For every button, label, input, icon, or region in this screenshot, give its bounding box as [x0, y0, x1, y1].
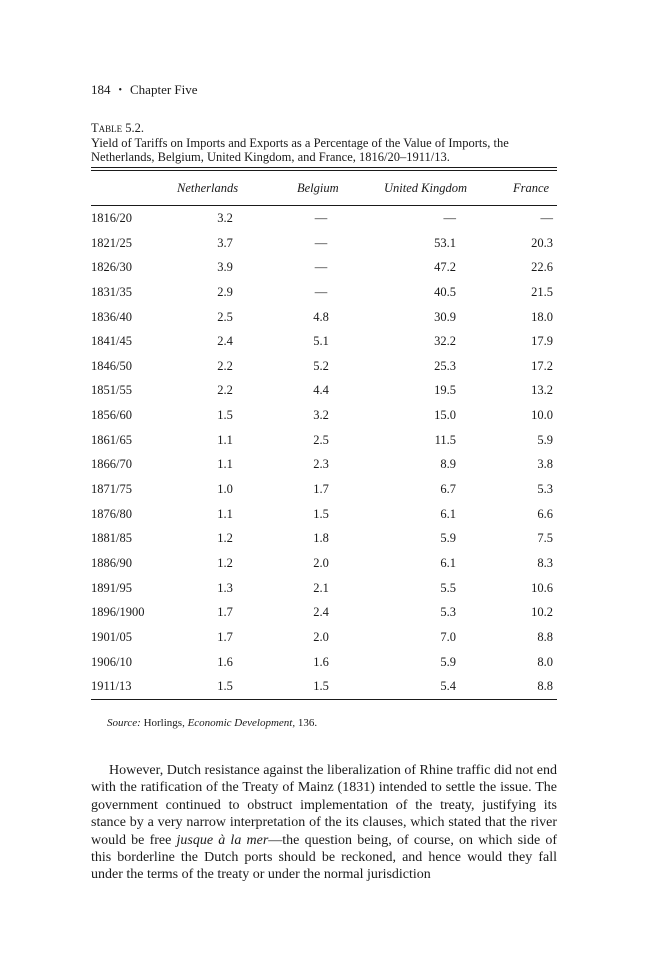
source-page: 136. [297, 717, 318, 729]
united-kingdom-cell: 25.3 [434, 358, 456, 373]
period-cell: 1816/20 [91, 211, 132, 225]
table-row [91, 378, 557, 403]
netherlands-cell: 2.5 [217, 309, 233, 324]
header-united-kingdom: United Kingdom [384, 181, 467, 195]
belgium-cell: 3.2 [313, 408, 329, 423]
header-france: France [513, 181, 550, 195]
table-row [91, 329, 557, 354]
belgium-cell: 2.3 [313, 457, 329, 472]
table-row [91, 477, 557, 502]
united-kingdom-cell: 19.5 [434, 383, 456, 398]
france-cell: 6.6 [537, 506, 553, 521]
united-kingdom-cell: 11.5 [434, 432, 456, 447]
france-cell: 7.5 [537, 531, 553, 546]
table-row [91, 305, 557, 330]
table-caption [91, 121, 561, 165]
united-kingdom-cell: 5.5 [440, 580, 456, 595]
france-cell: 13.2 [531, 383, 553, 398]
period-cell: 1866/70 [91, 457, 132, 472]
period-cell: 1851/55 [91, 383, 132, 398]
belgium-cell: 4.4 [313, 383, 329, 398]
france-cell: 10.2 [531, 605, 553, 620]
united-kingdom-cell: 6.1 [440, 555, 456, 570]
period-cell: 1906/10 [91, 654, 132, 669]
period-cell: 1896/1900 [91, 605, 145, 620]
belgium-cell: 2.5 [313, 432, 329, 447]
netherlands-cell: 3.7 [217, 235, 233, 250]
bottom-rule [91, 699, 557, 700]
belgium-cell: 1.5 [313, 506, 329, 521]
netherlands-cell: 1.2 [217, 555, 233, 570]
france-cell: 3.8 [537, 457, 553, 472]
united-kingdom-cell: 5.4 [440, 679, 456, 694]
table-body [91, 206, 557, 699]
united-kingdom-cell: 32.2 [434, 334, 456, 349]
belgium-cell: 1.8 [313, 531, 329, 546]
period-cell: 1881/85 [91, 531, 132, 546]
belgium-cell: — [314, 284, 328, 299]
table-row [91, 650, 557, 675]
belgium-cell: 5.1 [313, 334, 329, 349]
netherlands-cell: 1.0 [217, 482, 233, 497]
netherlands-cell: 1.5 [217, 408, 233, 423]
united-kingdom-cell: 47.2 [434, 260, 456, 275]
belgium-cell: — [314, 260, 328, 275]
table-row [91, 576, 557, 601]
netherlands-cell: 2.2 [217, 383, 233, 398]
france-cell: 8.0 [537, 654, 553, 669]
belgium-cell: 5.2 [313, 358, 329, 373]
united-kingdom-cell: 53.1 [434, 235, 456, 250]
body-paragraph [91, 762, 557, 884]
france-cell: 8.8 [537, 629, 553, 644]
united-kingdom-cell: 5.9 [440, 654, 456, 669]
table-row [91, 452, 557, 477]
france-cell: 18.0 [531, 309, 553, 324]
period-cell: 1876/80 [91, 506, 132, 521]
united-kingdom-cell: 7.0 [440, 629, 456, 644]
table-row [91, 625, 557, 650]
netherlands-cell: 1.7 [217, 605, 233, 620]
belgium-cell: 2.4 [313, 605, 329, 620]
source-label: Source: [107, 717, 141, 729]
belgium-cell: 4.8 [313, 309, 329, 324]
table-row [91, 255, 557, 280]
running-header [91, 82, 198, 98]
netherlands-cell: 3.2 [217, 211, 233, 225]
netherlands-cell: 1.1 [217, 432, 233, 447]
paragraph-text-1: However, Dutch resistance against the liberalization of Rhine traffic did not end with the ratification of the Treaty of Mainz (1831) intended to settle the issue. The government continued to obstruct implementation of the treaty, justifying its stance by a very narrow interpretation of the its clauses, which stated that the river would be free [91, 763, 557, 848]
france-cell: — [540, 211, 553, 225]
france-cell: 10.0 [531, 408, 553, 423]
header-separator: • [118, 85, 123, 96]
netherlands-cell: 3.9 [217, 260, 233, 275]
netherlands-cell: 1.6 [217, 654, 233, 669]
period-cell: 1831/35 [91, 284, 132, 299]
header-belgium: Belgium [297, 181, 339, 195]
table-header-row [91, 171, 557, 205]
table-label: Table 5.2. [91, 121, 145, 135]
table-row [91, 403, 557, 428]
france-cell: 5.9 [537, 432, 553, 447]
united-kingdom-cell: 30.9 [434, 309, 456, 324]
france-cell: 8.8 [537, 679, 553, 694]
period-cell: 1846/50 [91, 358, 132, 373]
united-kingdom-cell: 5.9 [440, 531, 456, 546]
united-kingdom-cell: 6.1 [440, 506, 456, 521]
france-cell: 17.2 [531, 358, 553, 373]
table-row [91, 600, 557, 625]
france-cell: 17.9 [531, 334, 553, 349]
table-row [91, 674, 557, 699]
united-kingdom-cell: 15.0 [434, 408, 456, 423]
top-rule [91, 167, 557, 168]
tariff-table [91, 167, 557, 700]
belgium-cell: 1.7 [313, 482, 329, 497]
table-row [91, 206, 557, 231]
france-cell: 21.5 [531, 284, 553, 299]
table-row [91, 354, 557, 379]
france-cell: 10.6 [531, 580, 553, 595]
period-cell: 1891/95 [91, 580, 132, 595]
period-cell: 1836/40 [91, 309, 132, 324]
netherlands-cell: 2.4 [217, 334, 233, 349]
belgium-cell: 2.0 [313, 629, 329, 644]
paragraph-text-2: —the question being, of course, on which side of this borderline the Dutch ports should be reckoned, and hence would they fall under the terms of the treaty or under the normal jurisdiction [91, 832, 558, 883]
united-kingdom-cell: 6.7 [440, 482, 456, 497]
belgium-cell: 2.0 [313, 555, 329, 570]
chapter-title: Chapter Five [130, 82, 198, 97]
france-cell: 22.6 [531, 260, 553, 275]
table-row [91, 551, 557, 576]
period-cell: 1871/75 [91, 482, 132, 497]
belgium-cell: 1.6 [313, 654, 329, 669]
netherlands-cell: 2.9 [217, 284, 233, 299]
period-cell: 1911/13 [91, 679, 132, 694]
source-author: Horlings, [143, 717, 185, 729]
united-kingdom-cell: — [443, 211, 456, 225]
header-netherlands: Netherlands [177, 181, 239, 195]
page-number: 184 [91, 82, 111, 97]
period-cell: 1886/90 [91, 555, 132, 570]
netherlands-cell: 1.5 [217, 679, 233, 694]
table-row [91, 502, 557, 527]
netherlands-cell: 1.3 [217, 580, 233, 595]
period-cell: 1826/30 [91, 260, 132, 275]
period-cell: 1841/45 [91, 334, 132, 349]
netherlands-cell: 1.1 [217, 506, 233, 521]
period-cell: 1856/60 [91, 408, 132, 423]
netherlands-cell: 1.7 [217, 629, 233, 644]
united-kingdom-cell: 40.5 [434, 284, 456, 299]
paragraph-italic-phrase: jusque à la mer [176, 832, 269, 848]
belgium-cell: — [314, 235, 328, 250]
netherlands-cell: 2.2 [217, 358, 233, 373]
table-row [91, 428, 557, 453]
table-source [107, 717, 317, 729]
table-row [91, 526, 557, 551]
table-row [91, 280, 557, 305]
period-cell: 1821/25 [91, 235, 132, 250]
netherlands-cell: 1.1 [217, 457, 233, 472]
netherlands-cell: 1.2 [217, 531, 233, 546]
belgium-cell: — [314, 211, 328, 225]
table-row [91, 231, 557, 256]
united-kingdom-cell: 5.3 [440, 605, 456, 620]
belgium-cell: 1.5 [313, 679, 329, 694]
table-title: Yield of Tariffs on Imports and Exports as a Percentage of the Value of Imports, the Netherlands, Belgium, United Kingdom, and France, 1816/20–1911/13. [91, 135, 509, 164]
period-cell: 1861/65 [91, 432, 132, 447]
france-cell: 20.3 [531, 235, 553, 250]
france-cell: 5.3 [537, 482, 553, 497]
united-kingdom-cell: 8.9 [440, 457, 456, 472]
source-title: Economic Development, [187, 717, 296, 729]
france-cell: 8.3 [537, 555, 553, 570]
period-cell: 1901/05 [91, 629, 132, 644]
belgium-cell: 2.1 [313, 580, 329, 595]
